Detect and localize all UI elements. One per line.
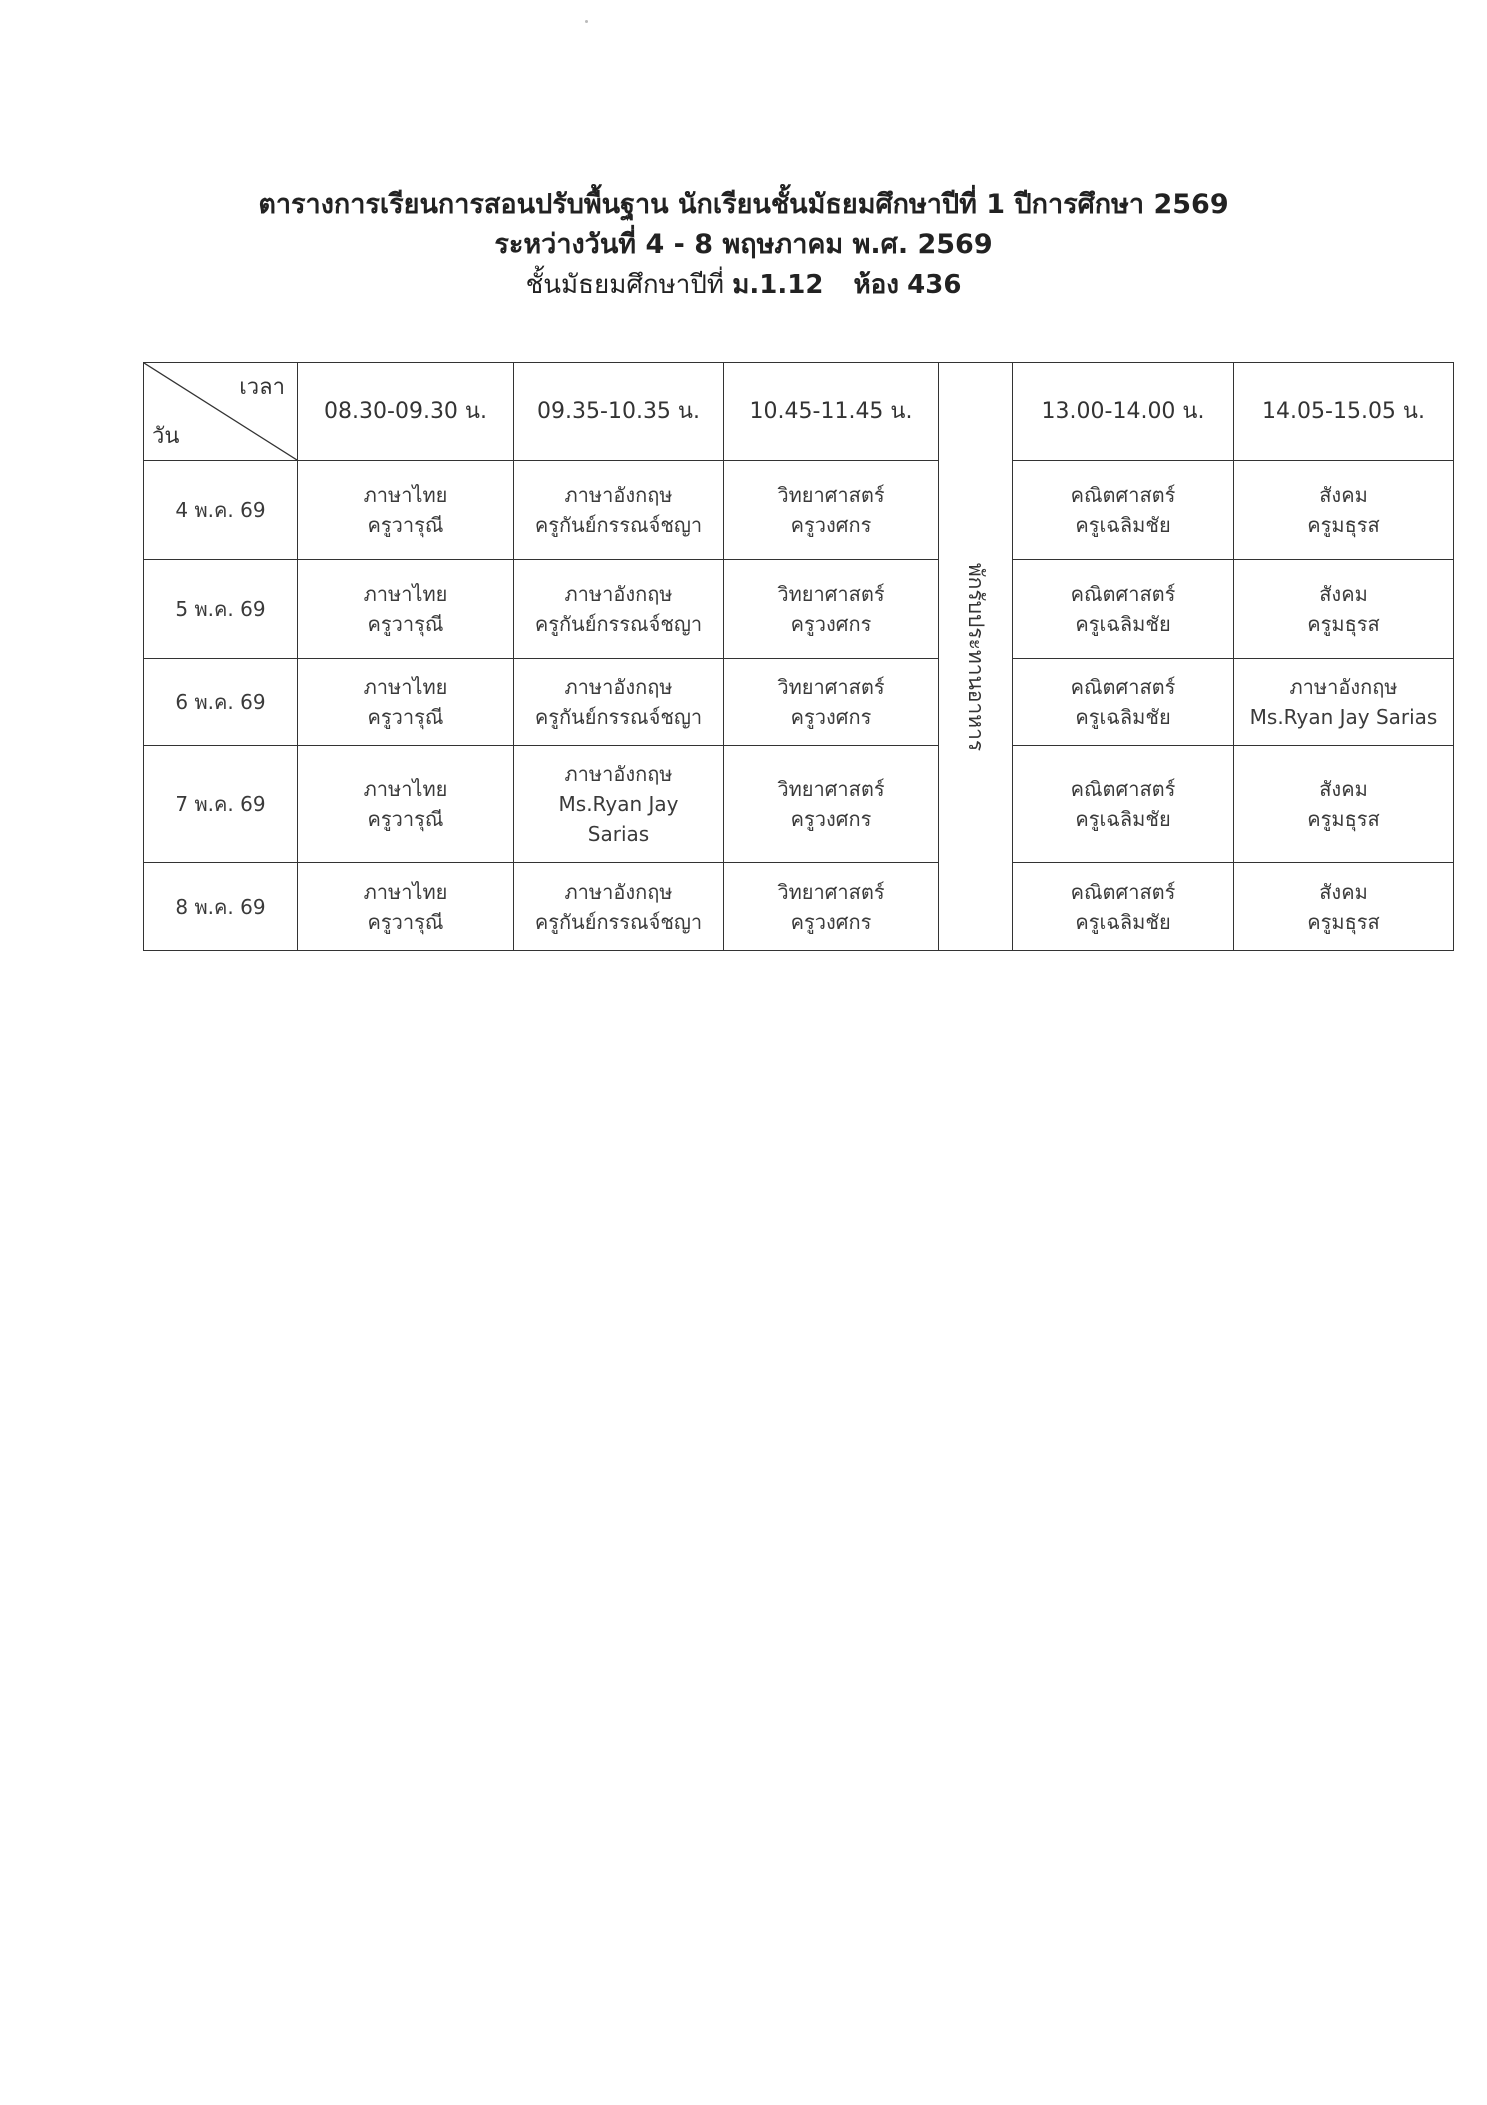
class-label: ชั้นมัธยมศึกษาปีที่ [525,270,724,300]
teacher: ครูกันย์กรรณจ์ชญา [534,513,703,537]
teacher: ครูกันย์กรรณจ์ชญา [534,909,703,934]
teacher: ครูกันย์กรรณจ์ชญา [534,705,703,729]
subject: ภาษาไทย [363,483,448,507]
subject: วิทยาศาสตร์ [777,777,885,801]
teacher: ครูวารุณี [367,612,444,636]
day-cell: 7 พ.ค. 69 [144,746,298,863]
time-slot-header: 14.05-15.05 น. [1234,363,1454,461]
subject: วิทยาศาสตร์ [777,879,885,904]
schedule-table [143,362,1454,951]
teacher-continued: Sarias [587,822,650,846]
teacher: Ms.Ryan Jay [558,792,679,816]
class-cell [514,560,724,659]
teacher: ครูมธุรส [1307,513,1380,537]
corner-cell [144,363,298,461]
subject: ภาษาไทย [363,582,448,606]
teacher: ครูเฉลิมชัย [1075,807,1171,831]
teacher: ครูวารุณี [367,513,444,537]
subject: ภาษาไทย [363,777,448,801]
subject: สังคม [1319,777,1368,801]
class-cell [1234,659,1454,746]
class-room-line [0,265,1487,305]
class-cell [1013,863,1234,951]
teacher: ครูวงศกร [790,705,872,729]
subject: สังคม [1319,582,1368,606]
subject: ภาษาไทย [363,675,448,699]
teacher: ครูมธุรส [1307,612,1380,636]
table-row [144,560,1454,659]
teacher: ครูวงศกร [790,807,872,831]
subject: วิทยาศาสตร์ [777,483,885,507]
class-cell [514,659,724,746]
teacher: ครูเฉลิมชัย [1075,909,1171,934]
class-cell [514,461,724,560]
lunch-break-column [939,363,1013,951]
subject: สังคม [1319,879,1368,904]
class-cell [298,461,514,560]
document-title: ตารางการเรียนการสอนปรับพื้นฐาน นักเรียนชั้นมัธยมศึกษาปีที่ 1 ปีการศึกษา 2569 [258,189,1229,220]
time-slot-header: 10.45-11.45 น. [724,363,939,461]
header-row [144,363,1454,461]
class-cell [514,746,724,863]
teacher: ครูเฉลิมชัย [1075,513,1171,537]
subject: คณิตศาสตร์ [1070,675,1176,699]
class-cell [1013,560,1234,659]
lunch-break-label: พักรับประทานอาหาร [963,562,988,751]
table-row [144,659,1454,746]
teacher: ครูมธุรส [1307,807,1380,831]
time-slot-header: 13.00-14.00 น. [1013,363,1234,461]
class-cell [1013,746,1234,863]
teacher: ครูเฉลิมชัย [1075,705,1171,729]
class-cell [1013,461,1234,560]
teacher: ครูเฉลิมชัย [1075,612,1171,636]
subject: ภาษาไทย [363,879,448,904]
teacher: Ms.Ryan Jay Sarias [1249,705,1438,729]
subject: คณิตศาสตร์ [1070,879,1176,904]
corner-day-label: วัน [152,424,180,449]
scan-artifact [585,20,588,23]
teacher: ครูวารุณี [367,909,444,934]
class-cell [514,863,724,951]
subject: วิทยาศาสตร์ [777,675,885,699]
table-row [144,863,1454,951]
subject: คณิตศาสตร์ [1070,582,1176,606]
class-cell [724,659,939,746]
class-cell [298,560,514,659]
class-cell [1234,746,1454,863]
time-slot-header: 08.30-09.30 น. [298,363,514,461]
class-cell [1234,863,1454,951]
corner-time-label: เวลา [239,375,285,400]
room-value: 436 [907,270,962,300]
teacher: ครูวงศกร [790,513,872,537]
teacher: ครูวารุณี [367,807,444,831]
day-cell: 8 พ.ค. 69 [144,863,298,951]
room-label: ห้อง [853,270,899,300]
teacher: ครูวารุณี [367,705,444,729]
date-range: ระหว่างวันที่ 4 - 8 พฤษภาคม พ.ศ. 2569 [494,229,993,260]
teacher: ครูวงศกร [790,909,872,934]
class-cell [1013,659,1234,746]
subject: ภาษาอังกฤษ [564,483,673,507]
class-cell [1234,461,1454,560]
subject: สังคม [1319,483,1368,507]
document-header [0,185,1487,305]
teacher: ครูกันย์กรรณจ์ชญา [534,612,703,636]
subject: วิทยาศาสตร์ [777,582,885,606]
day-cell: 5 พ.ค. 69 [144,560,298,659]
day-cell: 6 พ.ค. 69 [144,659,298,746]
subject: ภาษาอังกฤษ [564,582,673,606]
class-value: ม.1.12 [732,270,824,300]
class-cell [724,863,939,951]
class-cell [724,746,939,863]
table-row [144,746,1454,863]
class-cell [724,461,939,560]
teacher: ครูวงศกร [790,612,872,636]
time-slot-header: 09.35-10.35 น. [514,363,724,461]
teacher: ครูมธุรส [1307,909,1380,934]
subject: คณิตศาสตร์ [1070,483,1176,507]
class-cell [724,560,939,659]
table-row [144,461,1454,560]
subject: ภาษาอังกฤษ [1289,675,1398,699]
subject: ภาษาอังกฤษ [564,675,673,699]
day-cell: 4 พ.ค. 69 [144,461,298,560]
subject: ภาษาอังกฤษ [564,879,673,904]
class-cell [298,746,514,863]
class-cell [298,863,514,951]
subject: ภาษาอังกฤษ [564,762,673,786]
class-cell [298,659,514,746]
class-cell [1234,560,1454,659]
subject: คณิตศาสตร์ [1070,777,1176,801]
